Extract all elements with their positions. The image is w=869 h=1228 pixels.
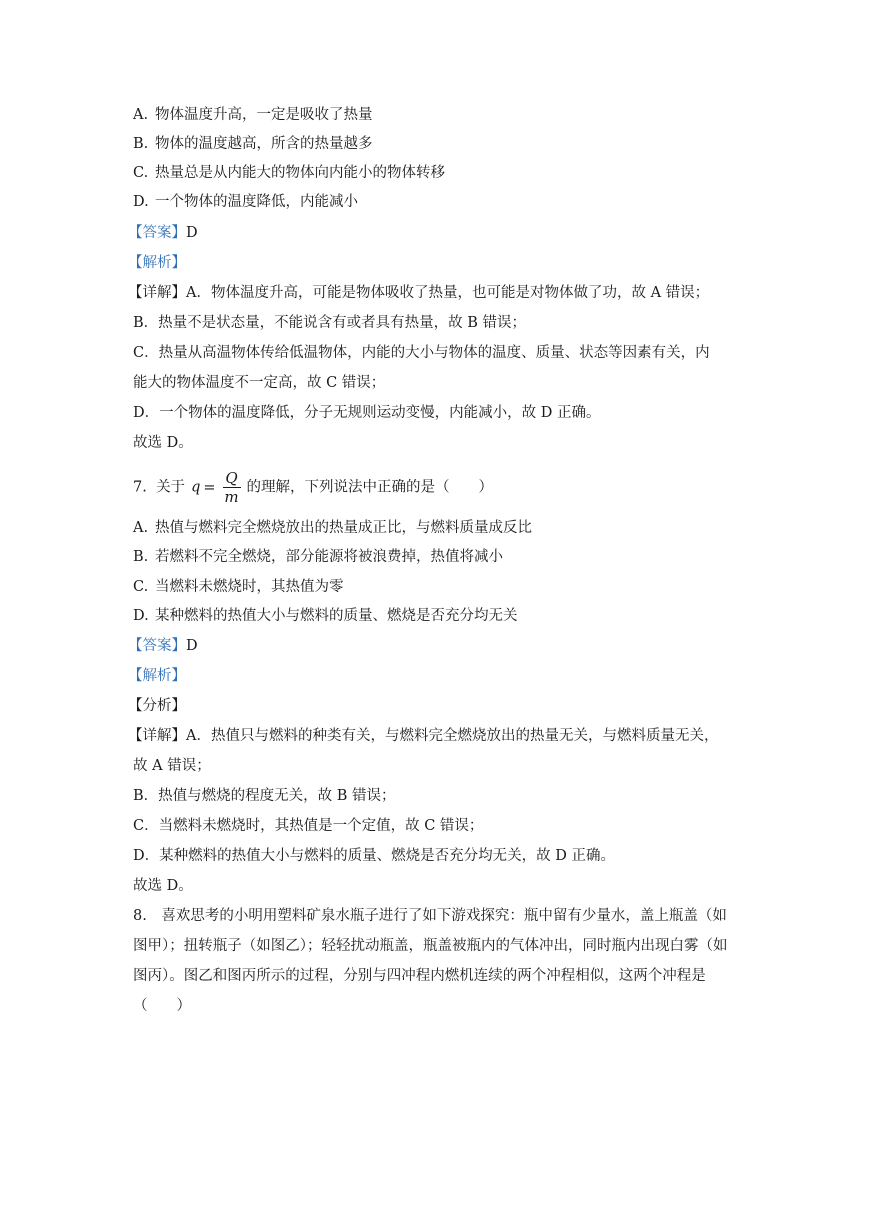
q7-answer bbox=[128, 636, 198, 656]
heat-value-formula bbox=[191, 470, 240, 505]
analysis-tag: 【解析】 bbox=[128, 255, 186, 271]
q7-stem bbox=[133, 470, 493, 505]
q7-detail-line-2: 故 A 错误； bbox=[133, 758, 211, 774]
option-label: A. bbox=[133, 107, 149, 123]
q6-detail-line-5: D．一个物体的温度降低，分子无规则运动变慢，内能减小，故 D 正确。 bbox=[133, 405, 601, 421]
detail-tag: 【详解】 bbox=[128, 285, 186, 301]
q8-stem-line-3: 图丙）。图乙和图丙所示的过程，分别与四冲程内燃机连续的两个冲程相似，这两个冲程是 bbox=[133, 968, 706, 984]
q6-option-c bbox=[133, 163, 445, 183]
answer-tag: 【答案】 bbox=[128, 638, 186, 654]
option-text: 若燃料不完全燃烧，部分能源将被浪费掉，热值将减小 bbox=[155, 549, 503, 565]
q6-detail-line-4: 能大的物体温度不一定高，故 C 错误； bbox=[133, 375, 386, 391]
option-text: 某种燃料的热值大小与燃料的质量、燃烧是否充分均无关 bbox=[155, 608, 518, 624]
q7-option-b bbox=[133, 547, 503, 567]
q7-option-c bbox=[133, 577, 344, 597]
formula-eq: = bbox=[203, 479, 216, 496]
option-label: C. bbox=[133, 579, 149, 595]
q6-conclusion: 故选 D。 bbox=[133, 435, 193, 451]
option-label: C. bbox=[133, 165, 149, 181]
q6-option-d bbox=[133, 192, 358, 212]
question-suffix: 的理解，下列说法中正确的是（ ） bbox=[246, 479, 494, 496]
option-text: 物体的温度越高，所含的热量越多 bbox=[155, 136, 373, 152]
option-label: D. bbox=[133, 194, 149, 210]
answer-tag: 【答案】 bbox=[128, 225, 186, 241]
option-text: 当燃料未燃烧时，其热值为零 bbox=[155, 579, 344, 595]
option-label: B. bbox=[133, 136, 149, 152]
option-text: 物体温度升高，一定是吸收了热量 bbox=[155, 107, 373, 123]
q7-analysis-tag bbox=[128, 666, 186, 686]
question-number: 7. bbox=[133, 479, 147, 496]
q8-stem-line-2: 图甲）；扭转瓶子（如图乙）；轻轻扰动瓶盖，瓶盖被瓶内的气体冲出，同时瓶内出现白雾（如 bbox=[133, 938, 728, 954]
q6-option-a bbox=[133, 105, 373, 125]
formula-denominator: m bbox=[224, 488, 239, 506]
option-label: B. bbox=[133, 549, 149, 565]
q7-detail-line-3: B．热值与燃烧的程度无关，故 B 错误； bbox=[133, 788, 396, 804]
q7-option-a bbox=[133, 518, 532, 538]
q8-stem-line-1: 8. 喜欢思考的小明用塑料矿泉水瓶子进行了如下游戏探究：瓶中留有少量水，盖上瓶盖（如 bbox=[133, 908, 727, 924]
option-text: 热值与燃料完全燃烧放出的热量成正比，与燃料质量成反比 bbox=[155, 520, 532, 536]
analysis-tag: 【解析】 bbox=[128, 668, 186, 684]
formula-fraction bbox=[223, 470, 241, 505]
q6-option-b bbox=[133, 134, 373, 154]
q8-stem-line-4: （ ） bbox=[133, 998, 191, 1014]
q6-detail-line-3: C．热量从高温物体传给低温物体，内能的大小与物体的温度、质量、状态等因素有关，内 bbox=[133, 345, 710, 361]
formula-numerator: Q bbox=[225, 469, 238, 487]
detail-tag: 【详解】 bbox=[128, 728, 186, 744]
q6-detail-line-1 bbox=[128, 283, 709, 303]
q7-conclusion: 故选 D。 bbox=[133, 878, 193, 894]
q6-analysis-tag bbox=[128, 253, 186, 273]
answer-value: D bbox=[186, 225, 198, 241]
option-text: 热量总是从内能大的物体向内能小的物体转移 bbox=[155, 165, 445, 181]
option-label: A. bbox=[133, 520, 149, 536]
q7-option-d bbox=[133, 606, 518, 626]
detail-text: A．物体温度升高，可能是物体吸收了热量，也可能是对物体做了功，故 A 错误； bbox=[186, 285, 710, 301]
question-prefix: 关于 bbox=[156, 479, 186, 496]
q6-answer bbox=[128, 223, 198, 243]
q7-fenxi-tag: 【分析】 bbox=[128, 698, 186, 714]
formula-lhs: q bbox=[191, 479, 201, 496]
option-text: 一个物体的温度降低，内能减小 bbox=[155, 194, 358, 210]
q7-detail-line-4: C．当燃料未燃烧时，其热值是一个定值，故 C 错误； bbox=[133, 818, 484, 834]
q7-detail-line-1 bbox=[128, 726, 718, 746]
answer-value: D bbox=[186, 638, 198, 654]
option-label: D. bbox=[133, 608, 149, 624]
detail-text: A．热值只与燃料的种类有关，与燃料完全燃烧放出的热量无关，与燃料质量无关， bbox=[186, 728, 719, 744]
q7-detail-line-5: D．某种燃料的热值大小与燃料的质量、燃烧是否充分均无关，故 D 正确。 bbox=[133, 848, 615, 864]
q6-detail-line-2: B．热量不是状态量，不能说含有或者具有热量，故 B 错误； bbox=[133, 315, 527, 331]
